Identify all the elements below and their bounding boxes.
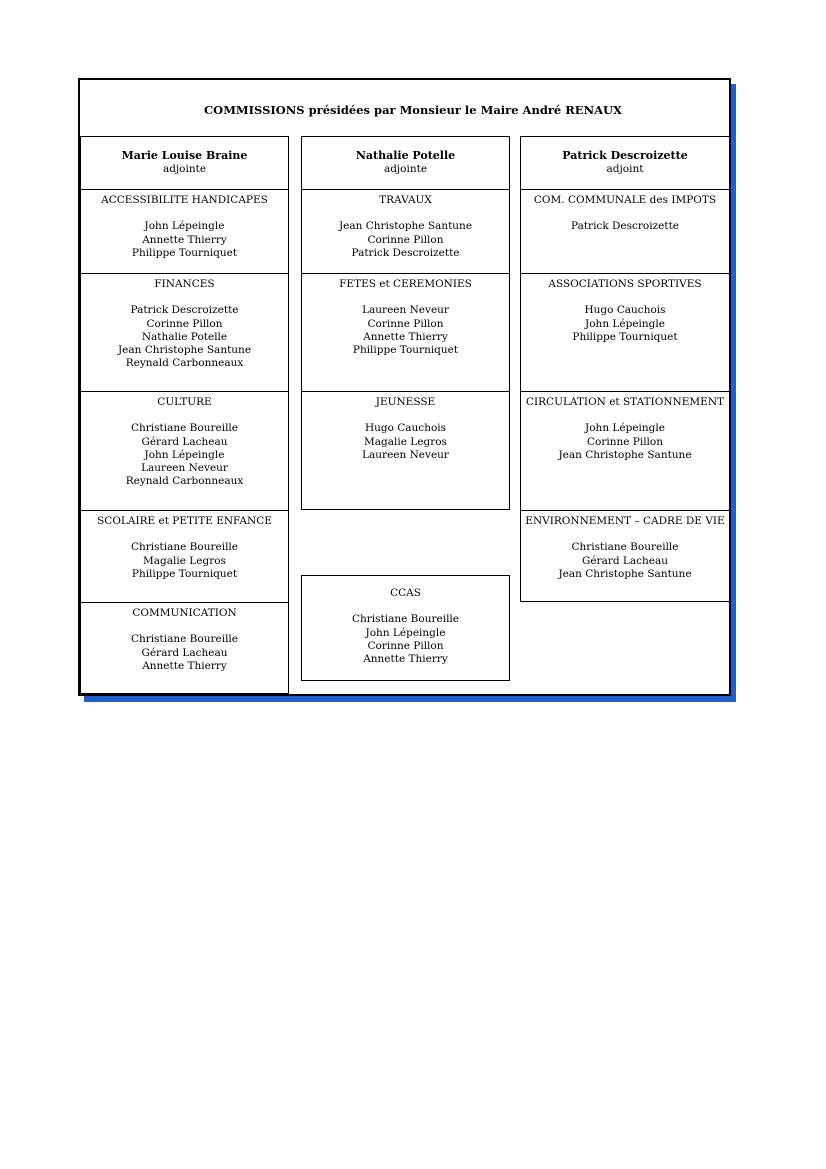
member-list xyxy=(81,422,288,488)
member-name: John Lépeingle xyxy=(365,626,446,639)
commission-title: COM. COMMUNALE des IMPOTS xyxy=(533,194,717,206)
commission-title: TRAVAUX xyxy=(379,194,432,206)
commission-cell xyxy=(302,273,509,392)
commission-cell xyxy=(302,189,509,274)
member-name: Patrick Descroizette xyxy=(351,246,460,259)
member-name: Jean Christophe Santune xyxy=(558,448,692,461)
adjoint-name: Nathalie Potelle xyxy=(355,149,456,162)
member-name: Philippe Tourniquet xyxy=(352,344,459,357)
member-name: Gérard Lacheau xyxy=(141,646,228,659)
member-name: Annette Thierry xyxy=(142,233,227,246)
member-name: Annette Thierry xyxy=(363,330,448,343)
member-list xyxy=(302,220,509,260)
member-name: Corinne Pillon xyxy=(146,317,223,330)
member-name: Laureen Neveur xyxy=(362,304,449,317)
member-list xyxy=(521,304,729,344)
member-name: Corinne Pillon xyxy=(367,317,444,330)
commission-title: FETES et CEREMONIES xyxy=(339,278,472,290)
member-name: Annette Thierry xyxy=(363,653,448,666)
commission-title: SCOLAIRE et PETITE ENFANCE xyxy=(97,515,272,527)
member-name: John Lépeingle xyxy=(144,220,225,233)
adjoint-name: Marie Louise Braine xyxy=(121,149,248,162)
column-patrick-descroizette xyxy=(520,136,730,602)
member-name: Jean Christophe Santune xyxy=(338,220,473,233)
member-name: John Lépeingle xyxy=(585,317,665,330)
member-name: Hugo Cauchois xyxy=(364,422,447,435)
commission-cell xyxy=(81,273,288,392)
member-list xyxy=(521,220,729,233)
member-name: Gérard Lacheau xyxy=(141,435,228,448)
column-marie-louise-braine xyxy=(80,136,289,694)
commission-cell xyxy=(521,189,729,274)
member-name: Philippe Tourniquet xyxy=(131,567,238,580)
member-list xyxy=(521,541,729,581)
member-name: Christiane Boureille xyxy=(571,541,679,554)
member-name: Christiane Boureille xyxy=(130,541,239,554)
member-list xyxy=(302,422,509,462)
member-name: Gérard Lacheau xyxy=(581,554,669,567)
column-header xyxy=(81,137,288,189)
member-name: Patrick Descroizette xyxy=(570,220,680,233)
column-nathalie-potelle xyxy=(301,136,510,510)
member-name: John Lépeingle xyxy=(144,448,225,461)
member-name: Laureen Neveur xyxy=(141,462,228,475)
member-name: Christiane Boureille xyxy=(351,613,460,626)
member-name: Annette Thierry xyxy=(142,659,227,672)
adjoint-role: adjoint xyxy=(606,163,644,175)
commission-title: CULTURE xyxy=(157,396,212,408)
member-name: Philippe Tourniquet xyxy=(131,246,238,259)
member-list xyxy=(81,304,288,370)
member-name: Nathalie Potelle xyxy=(141,330,228,343)
commission-title: FINANCES xyxy=(154,278,215,290)
commission-title: ACCESSIBILITE HANDICAPES xyxy=(101,194,268,206)
member-list xyxy=(81,633,288,673)
member-name: Patrick Descroizette xyxy=(130,304,239,317)
member-name: Laureen Neveur xyxy=(362,448,449,461)
member-name: Corinne Pillon xyxy=(367,233,444,246)
commission-title: ASSOCIATIONS SPORTIVES xyxy=(548,278,702,290)
commission-title: CIRCULATION et STATIONNEMENT xyxy=(525,396,725,408)
commission-cell xyxy=(521,510,729,604)
member-name: Corinne Pillon xyxy=(367,639,444,652)
commission-box-ccas xyxy=(301,575,510,681)
member-name: Magalie Legros xyxy=(364,435,447,448)
member-list xyxy=(302,304,509,357)
member-name: Corinne Pillon xyxy=(586,435,664,448)
member-name: John Lépeingle xyxy=(585,422,665,435)
commission-cell xyxy=(81,510,288,603)
commission-title: CCAS xyxy=(390,587,421,599)
commission-cell xyxy=(81,189,288,274)
member-name: Jean Christophe Santune xyxy=(117,344,252,357)
adjoint-name: Patrick Descroizette xyxy=(562,149,688,162)
member-name: Reynald Carbonneaux xyxy=(125,475,244,488)
commission-cell xyxy=(521,391,729,511)
adjoint-role: adjointe xyxy=(383,163,428,175)
member-name: Christiane Boureille xyxy=(130,422,239,435)
commission-title: ENVIRONNEMENT – CADRE DE VIE xyxy=(525,515,725,527)
commission-title: COMMUNICATION xyxy=(132,607,237,619)
member-list xyxy=(521,422,729,462)
member-name: Reynald Carbonneaux xyxy=(125,357,244,370)
commission-cell xyxy=(302,576,509,680)
member-name: Hugo Cauchois xyxy=(584,304,666,317)
member-name: Magalie Legros xyxy=(143,554,226,567)
column-header xyxy=(521,137,729,189)
member-name: Jean Christophe Santune xyxy=(558,567,692,580)
commission-cell xyxy=(302,391,509,512)
page-title: COMMISSIONS présidées par Monsieur le Maire André RENAUX xyxy=(204,103,622,117)
member-name: Philippe Tourniquet xyxy=(572,330,678,343)
commission-cell xyxy=(81,391,288,511)
column-header xyxy=(302,137,509,189)
member-list xyxy=(81,220,288,260)
commission-cell xyxy=(521,273,729,392)
commission-cell xyxy=(81,602,288,696)
member-name: Christiane Boureille xyxy=(130,633,239,646)
commission-title: JEUNESSE xyxy=(375,396,436,408)
member-list xyxy=(81,541,288,581)
adjoint-role: adjointe xyxy=(162,163,207,175)
member-list xyxy=(302,613,509,666)
